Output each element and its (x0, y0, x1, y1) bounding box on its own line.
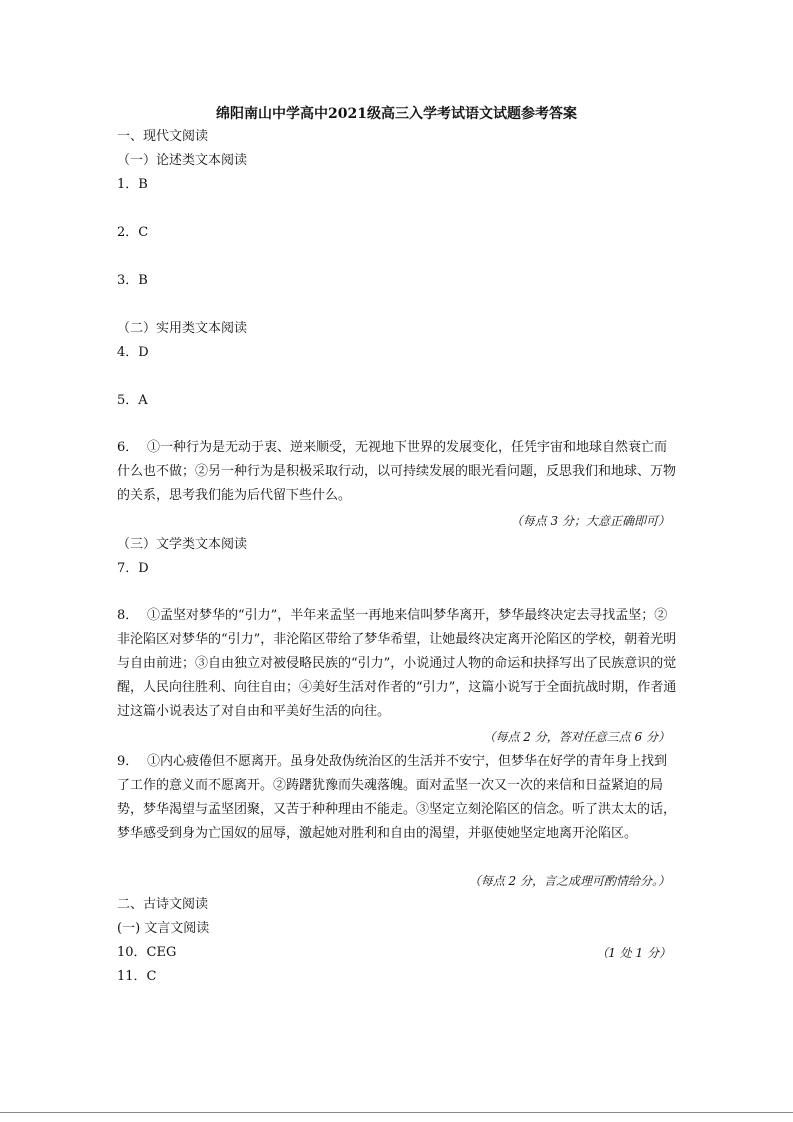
answer-9-number: 9． (117, 754, 139, 769)
answer-8-text: ①孟坚对梦华的“引力”，半年来孟坚一再地来信叫梦华离开，梦华最终决定去寻找孟坚；②非沦陷区对梦华的“引力”，非沦陷区带给了梦华希望，让她最终决定离开沦陷区的学校，朝着光明与自由前进；③自由独立对被侵略民族的“引力”，小说通过人物的命运和抉择写出了民族意识的觉醒，人民向往胜利、向往自由；④美好生活对作者的“引力”，这篇小说写于全面抗战时期，作者通过这篇小说表达了对自由和平美好生活的向往。 (117, 608, 677, 719)
answer-3: 3．B (117, 273, 148, 288)
answer-9-text: ①内心疲倦但不愿离开。虽身处敌伪统治区的生活并不安宁，但梦华在好学的青年身上找到了工作的意义而不愿离开。②踌躇犹豫而失魂落魄。面对孟坚一次又一次的来信和日益紧迫的局势，梦华渴望与孟坚团聚，又苦于种种理由不能走。③坚定立刻沦陷区的信念。听了洪太太的话，梦华感受到身为亡国奴的屈辱，激起她对胜利和自由的渴望，并驱使她坚定地离开沦陷区。 (117, 754, 677, 841)
answer-1: 1．B (117, 177, 148, 192)
answer-8-number: 8． (117, 608, 139, 623)
page-title: 绵阳南山中学高中2021级高三入学考试语文试题参考答案 (216, 106, 577, 122)
answer-8-scoring-note: （每点 2 分，答对任意三点 6 分） (483, 730, 670, 744)
answer-6-number: 6． (117, 440, 139, 455)
page-bottom-rule (0, 1112, 793, 1113)
section-heading-modern-reading: 一、现代文阅读 (117, 129, 209, 144)
answer-7: 7．D (117, 561, 149, 576)
answer-8 (117, 604, 677, 724)
answer-10: 10．CEG (117, 945, 177, 960)
answer-4: 4．D (117, 345, 149, 360)
answer-6 (117, 436, 677, 508)
answer-5: 5．A (117, 393, 148, 408)
answer-6-scoring-note: （每点 3 分；大意正确即可） (510, 514, 670, 528)
answer-9-scoring-note: （每点 2 分，言之成理可酌情给分。） (468, 874, 670, 888)
answer-9 (117, 750, 677, 846)
answer-11: 11．C (117, 969, 157, 984)
subsection-heading-classical-prose: (一) 文言文阅读 (117, 921, 210, 936)
answer-10-scoring-note: （1 处 1 分） (596, 946, 671, 960)
answer-2: 2．C (117, 225, 149, 240)
subsection-heading-literary: （三）文学类文本阅读 (117, 537, 248, 552)
answer-10-row (117, 944, 671, 962)
subsection-heading-argumentative: （一）论述类文本阅读 (117, 153, 248, 168)
section-heading-classical: 二、古诗文阅读 (117, 897, 209, 912)
answer-6-text: ①一种行为是无动于衷、逆来顺受，无视地下世界的发展变化，任凭宇宙和地球自然衰亡而什么也不做；②另一种行为是积极采取行动，以可持续发展的眼光看问题，反思我们和地球、万物的关系，思考我们能为后代留下些什么。 (117, 440, 677, 503)
subsection-heading-practical: （二）实用类文本阅读 (117, 321, 248, 336)
